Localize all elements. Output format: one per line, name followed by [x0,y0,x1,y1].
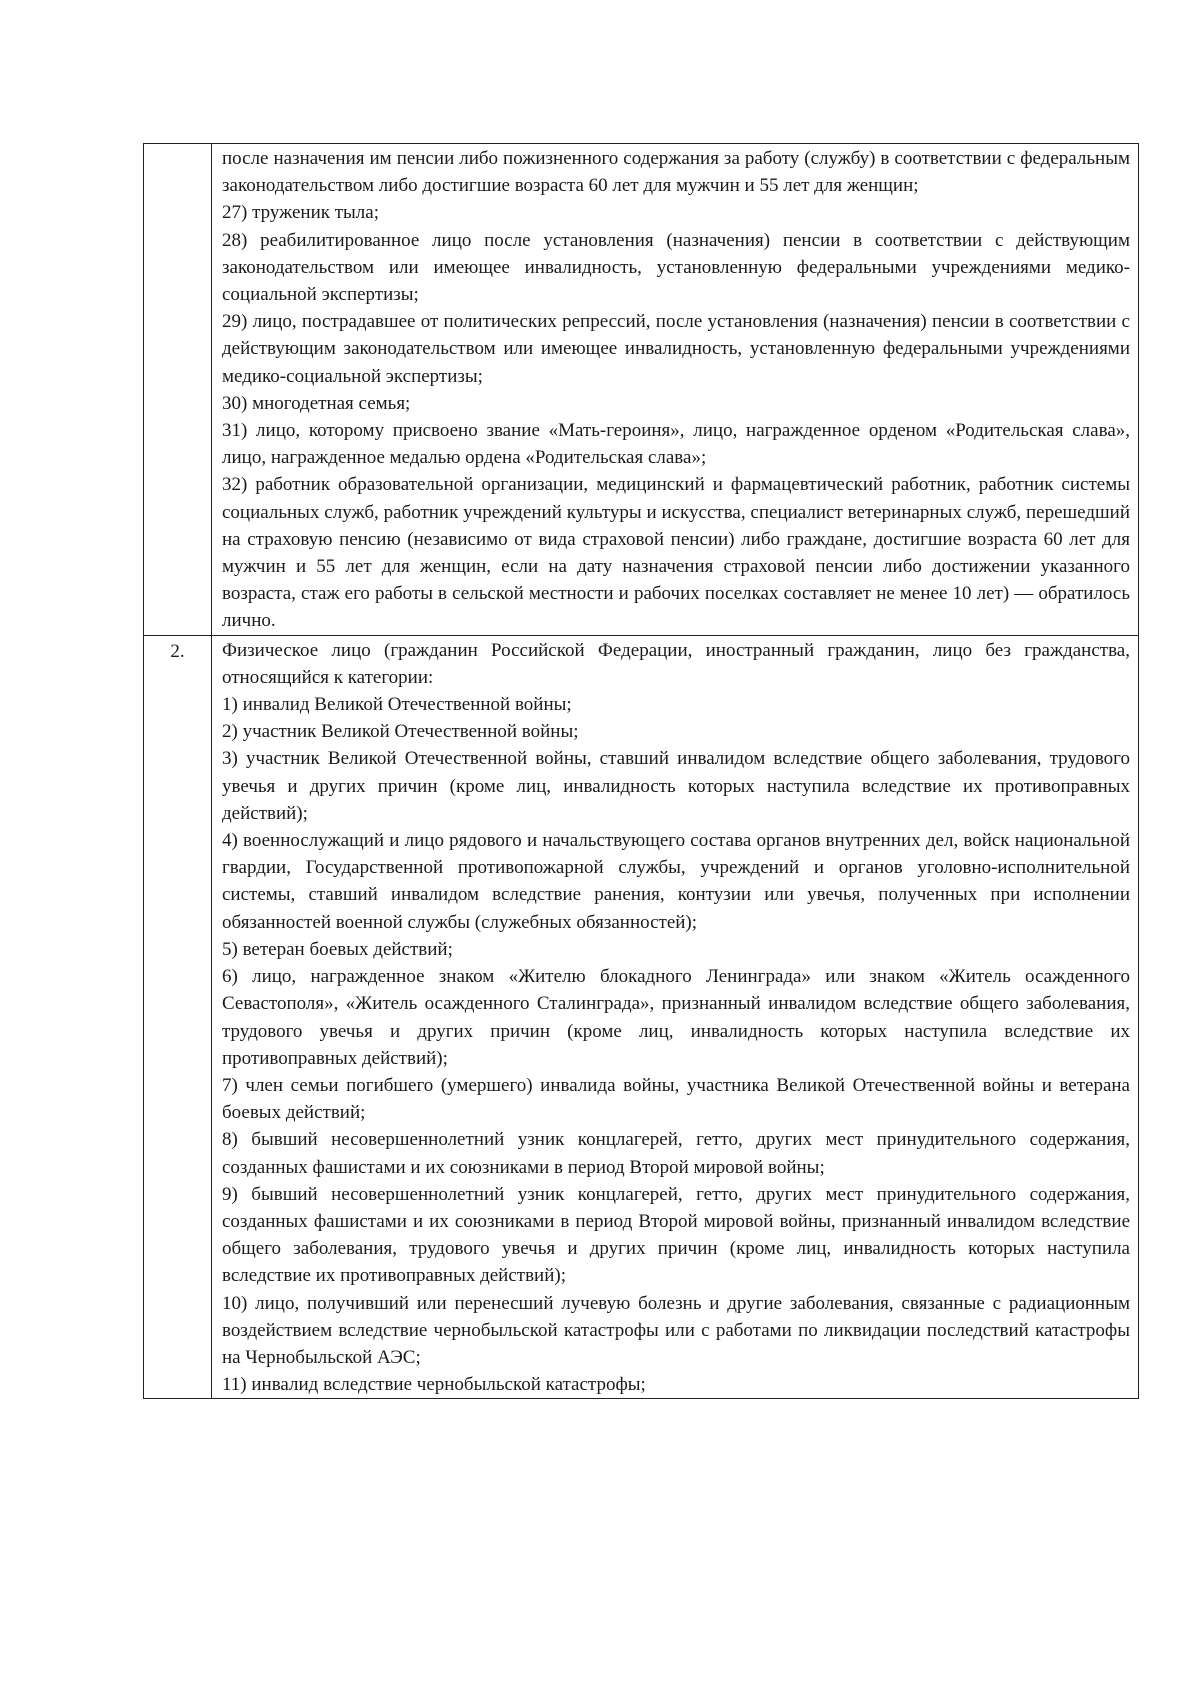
list-paragraph: 6) лицо, награжденное знаком «Жителю блокадного Ленинграда» или знаком «Житель осажденного Севастополя», «Житель осажденного Сталинграда», признанный инвалидом вследствие общего заболевания, трудового увечья и других причин (кроме лиц, инвалидность которых наступила вследствие их противоправных действий); [222,966,1130,1069]
row-number-cell [144,144,212,636]
list-paragraph: 3) участник Великой Отечественной войны, ставший инвалидом вследствие общего заболевания, трудового увечья и других причин (кроме лиц, инвалидность которых наступила вследствие их противоправных действий); [222,748,1130,824]
list-paragraph: 2) участник Великой Отечественной войны; [222,721,579,743]
list-paragraph: 29) лицо, пострадавшее от политических репрессий, после установления (назначения) пенсии в соответствии с действующим законодательством или имеющее инвалидность, установленную федеральными учреждениями медико-социальной экспертизы; [222,311,1130,387]
list-paragraph: 1) инвалид Великой Отечественной войны; [222,694,572,716]
table-row [144,144,1139,636]
list-paragraph: 8) бывший несовершеннолетний узник концлагерей, гетто, других мест принудительного содержания, созданных фашистами и их союзниками в период Второй мировой войны; [222,1129,1130,1178]
row-text-cell [212,144,1139,636]
list-paragraph: 11) инвалид вследствие чернобыльской катастрофы; [222,1374,646,1396]
list-paragraph: 10) лицо, получивший или перенесший лучевую болезнь и другие заболевания, связанные с радиационным воздействием вследствие чернобыльской катастрофы или с работами по ликвидации последствий катастрофы на Чернобыльской АЭС; [222,1292,1130,1368]
list-paragraph: 30) многодетная семья; [222,392,411,414]
list-paragraph: 9) бывший несовершеннолетний узник концлагерей, гетто, других мест принудительного содержания, созданных фашистами и их союзниками в период Второй мировой войны, признанный инвалидом вследствие общего заболевания, трудового увечья и других причин (кроме лиц, инвалидность которых наступила вследствие их противоправных действий); [222,1183,1130,1287]
table-row [144,635,1139,1399]
list-paragraph: 5) ветеран боевых действий; [222,938,453,960]
list-paragraph: 7) член семьи погибшего (умершего) инвалида войны, участника Великой Отечественной войны и ветерана боевых действий; [222,1074,1130,1124]
list-paragraph: после назначения им пенсии либо пожизненного содержания за работу (службу) в соответствии с федеральным законодательством либо достигшие возраста 60 лет для мужчин и 55 лет для женщин; [222,148,1130,197]
row-number-cell: 2. [144,635,212,1399]
list-paragraph: 4) военнослужащий и лицо рядового и начальствующего состава органов внутренних дел, войск национальной гвардии, Государственной противопожарной службы, учреждений и органов уголовно-исполнительной системы, ставший инвалидом вследствие ранения, контузии или увечья, полученных при исполнении обязанностей военной службы (служебных обязанностей); [222,830,1130,933]
list-paragraph: 27) труженик тыла; [222,202,380,224]
list-paragraph: Физическое лицо (гражданин Российской Федерации, иностранный гражданин, лицо без гражданства, относящийся к категории: [222,639,1130,688]
list-paragraph: 32) работник образовательной организации, медицинский и фармацевтический работник, работник системы социальных служб, работник учреждений культуры и искусства, специалист ветеринарных служб, перешедший на страховую пенсию (независимо от вида страховой пенсии) либо граждане, достигшие возраста 60 лет для мужчин и 55 лет для женщин, если на дату назначения страховой пенсии либо достижении указанного возраста, стаж его работы в сельской местности и рабочих поселках составляет не менее 10 лет) — обратилось лично. [222,474,1130,632]
list-paragraph: 28) реабилитированное лицо после установления (назначения) пенсии в соответствии с действующим законодательством или имеющее инвалидность, установленную федеральными учреждениями медико-социальной экспертизы; [222,229,1130,306]
list-paragraph: 31) лицо, которому присвоено звание «Мать-героиня», лицо, награжденное орденом «Родительская слава», лицо, награжденное медалью ордена «Родительская слава»; [222,420,1130,469]
document-table [143,143,1139,1399]
row-text-cell [212,635,1139,1399]
